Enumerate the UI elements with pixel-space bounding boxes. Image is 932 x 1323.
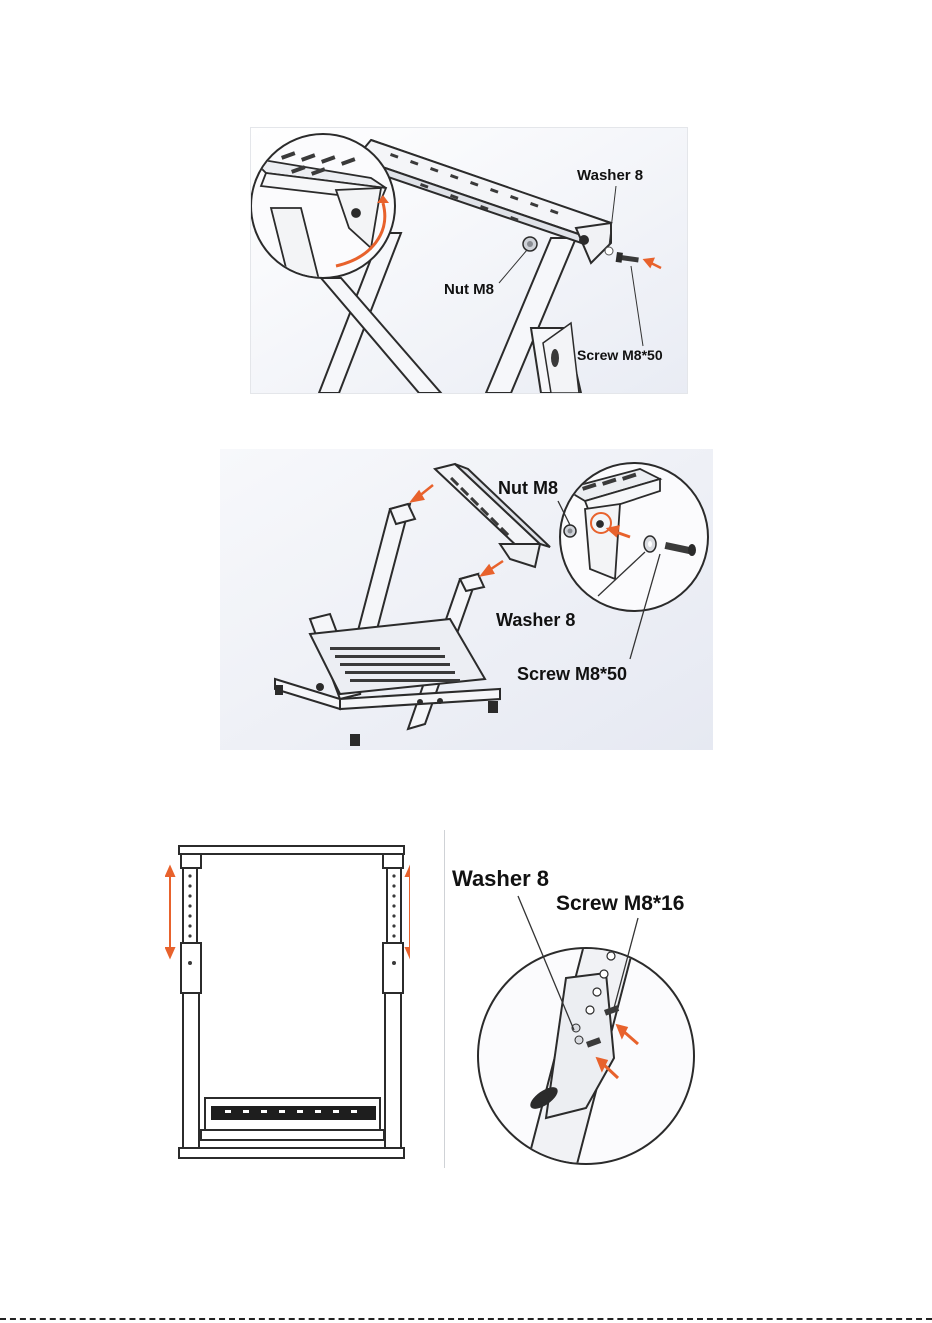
height-adjust-arrows-icon [166,867,410,957]
front-view-figure [165,838,410,1168]
screw-label: Screw M8*50 [517,664,628,684]
nut-label: Nut M8 [498,478,558,498]
height-detail-figure [446,858,736,1168]
detail-zoom-circle [560,463,708,611]
assembly-figure-2 [220,449,713,750]
washer-label: Washer 8 [452,866,550,891]
figure-divider [444,830,445,1168]
assembly-figure-1 [250,127,688,394]
nut-label: Nut M8 [444,281,494,298]
detail-zoom-circle [478,918,694,1168]
washer-label: Washer 8 [577,167,644,184]
washer-part [605,247,613,255]
washer-label: Washer 8 [496,610,576,630]
screw-label: Screw M8*50 [577,347,663,363]
screw-label: Screw M8*16 [556,892,685,915]
column-holes [188,874,396,965]
page-footer-dashes [0,1318,932,1320]
